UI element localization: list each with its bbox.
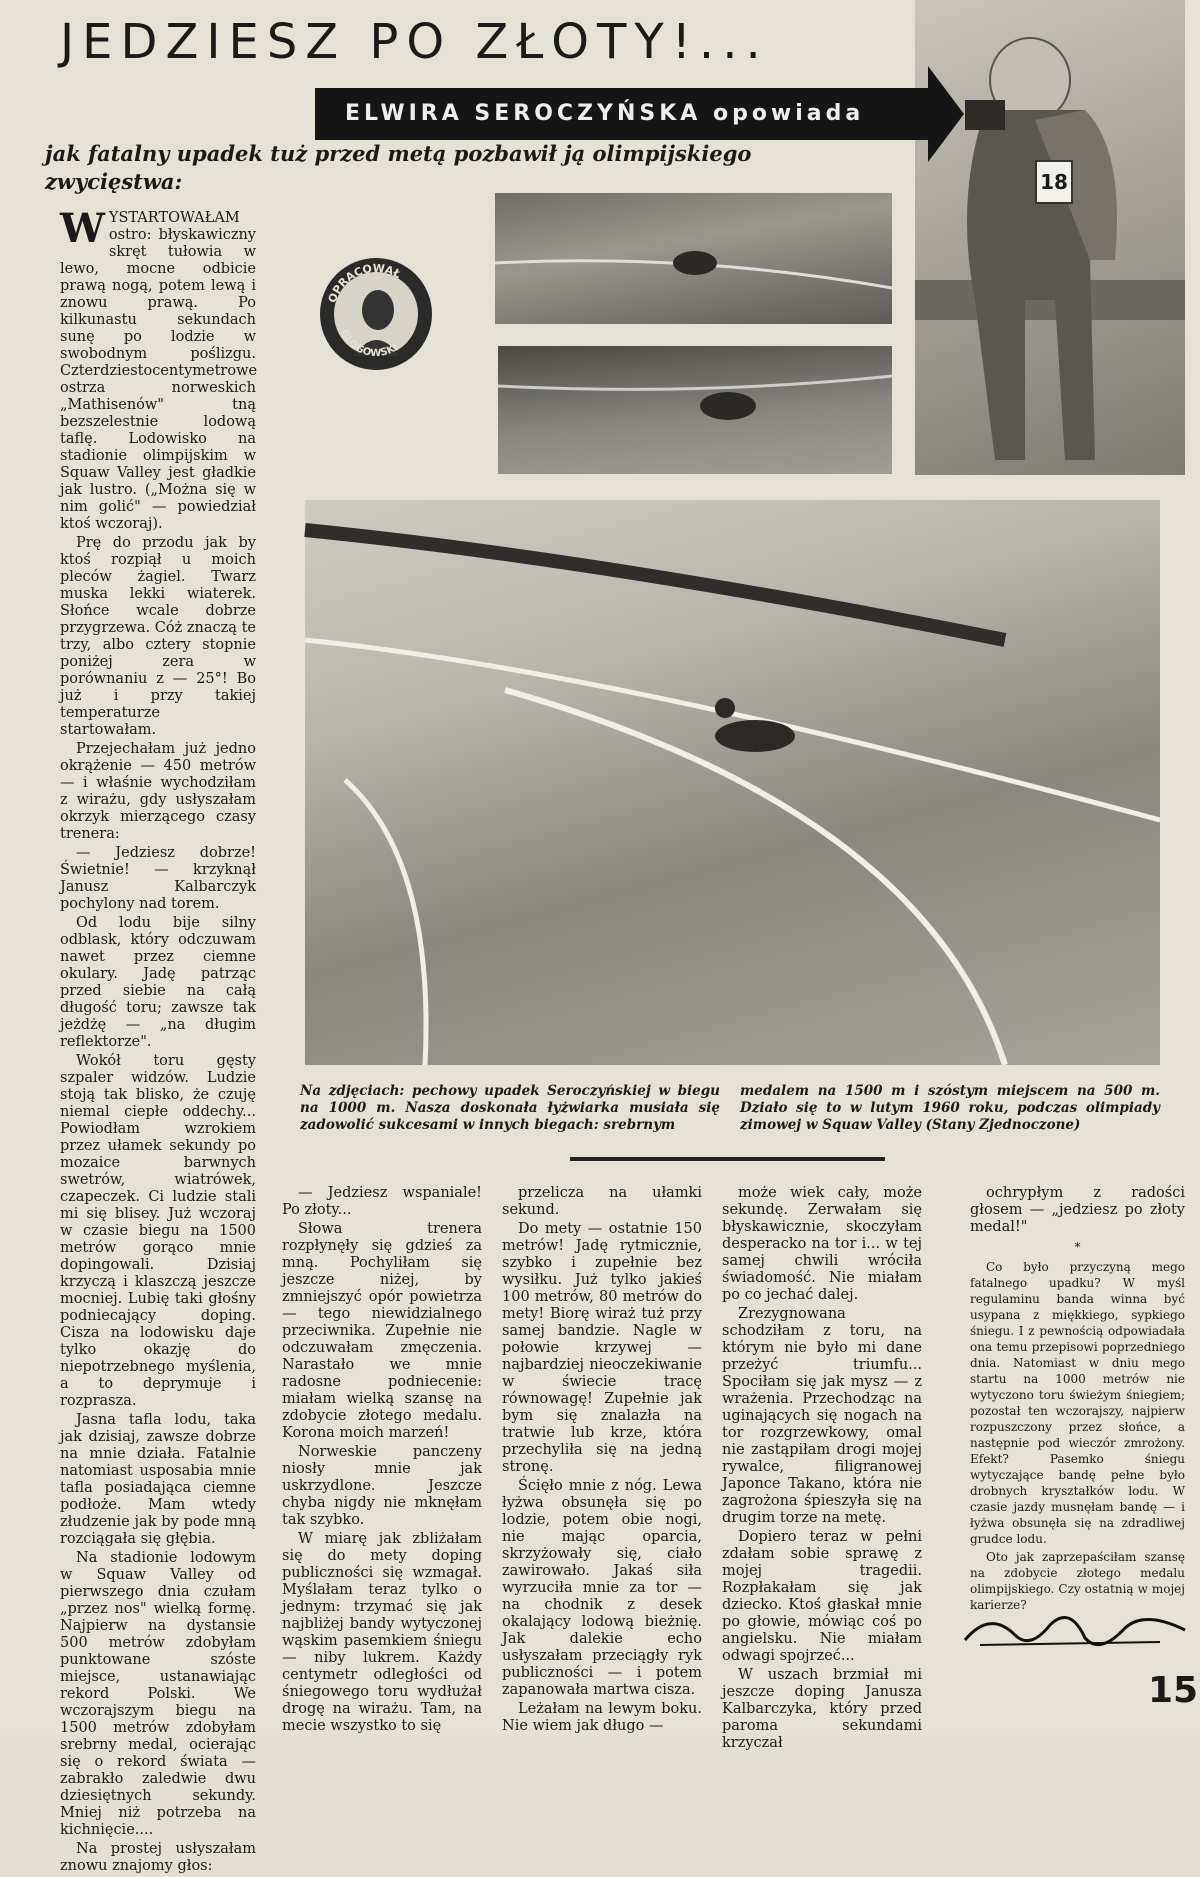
fall-photo-2 — [498, 346, 892, 474]
col2-paragraph-2: Słowa trenera rozpłynęły się gdzieś za mną. Pochyliłam się jeszcze niżej, by zmniejszyć opór powietrza — tego niewidzialnego przeciwnika. Zupełnie nie odczuwałam zmęczenia. Narastało we mnie radosne podniecenie: miałam wielką szansę na zdobycie złotego medalu. Korona moich marzeń! — [282, 1221, 482, 1441]
medallion — [320, 258, 432, 370]
signature-icon — [960, 1600, 1190, 1660]
fall-photo-2-graphic — [498, 346, 892, 474]
article-column-3 — [502, 1185, 702, 1737]
headline: JEDZIESZ PO ZŁOTY!... — [60, 14, 769, 70]
article-column-1 — [60, 205, 258, 1877]
article-column-5 — [970, 1185, 1185, 1615]
col4-paragraph-2: Zrezygnowana schodziłam z toru, na którym nie było mi dane przeżyć triumfu... Spociłam się jak mysz — z wrażenia. Przechodząc na uginających się nogach na tor rozgrzewkowy, omal nie zastąpiłam drogi mojej rywalce, filigranowej Japonce Takano, która nie zagrożona śpieszyła się na drugim torze na metę. — [722, 1306, 922, 1526]
col1-paragraph-3: Przejechałam już jedno okrążenie — 450 metrów — i właśnie wychodziłam z wirażu, gdy usłyszałam okrzyk mierzącego czasy trenera: — [60, 741, 256, 842]
col2-paragraph-3: Norweskie panczeny niosły mnie jak uskrzydlone. Jeszcze chyba nigdy nie mknęłam tak szybko. — [282, 1444, 482, 1528]
section-rule — [570, 1157, 885, 1161]
photo-caption-left: Na zdjęciach: pechowy upadek Seroczyńskiej w biegu na 1000 m. Nasza doskonała łyżwiarka musiała się zadowolić sukcesami w innych biegach: srebrnym — [300, 1083, 720, 1133]
col4-paragraph-4: W uszach brzmiał mi jeszcze doping Janusza Kalbarczyka, który przed paroma sekundami krzyczał — [722, 1667, 922, 1751]
col1-paragraph-5: Od lodu bije silny odblask, który odczuwam nawet przez ciemne okulary. Jadę patrząc przed siebie na całą długość toru; zawsze tak jeżdżę — „na długim reflektorze". — [60, 915, 256, 1050]
banner-arrow-icon — [928, 66, 964, 162]
article-column-4 — [722, 1185, 922, 1754]
col5-paragraph-2: Co było przyczyną mego fatalnego upadku? W myśl regulaminu banda winna być usypana z miękkiego, sypkiego śniegu. I z pewnością odpowiadała ona temu przepisowi poprzedniego dnia. Natomiast w dniu mego startu na 1000 metrów nie wytyczono toru świeżym śniegiem; pozostał ten wczorajszy, najpierw rozpuszczony przez słońce, a następnie pod wieczór zmrożony. Efekt? Pasemko śniegu wytyczające bandę pełne było drobnych kryształków lodu. W czasie jazdy musnęłam bandę — i łyżwa obsunęła się na zdradliwej grudce lodu. — [970, 1260, 1185, 1546]
col2-paragraph-1: — Jedziesz wspaniale! Po złoty... — [282, 1185, 482, 1218]
col1-paragraph-2: Prę do przodu jak by ktoś rozpiął u moich pleców żagiel. Twarz muska lekki wiaterek. Słońce wcale dobrze przygrzewa. Cóż znaczą te trzy, albo cztery stopnie poniżej zera w porównaniu z — 25°! Bo już i przy takiej temperaturze startowałam. — [60, 535, 256, 738]
col1-paragraph-7: Jasna tafla lodu, taka jak dzisiaj, zawsze dobrze na mnie działa. Fatalnie natomiast usposabia mnie tafla posiadająca ciemne podłoże. Mam wtedy złudzenie jak by pode mną rozciągała się głębia. — [60, 1412, 256, 1547]
medallion-top-text: OPRACOWAŁ — [325, 261, 404, 305]
dropcap: W — [60, 205, 105, 252]
col1-paragraph-8: Na stadionie lodowym w Squaw Valley od pierwszego dnia czułam „przez nos" wielką formę. Najpierw na dystansie 500 metrów zdobyłam punktowane szóste miejsce, ustanawiając rekord Polski. We wczorajszym biegu na 1500 metrów zdobyłam srebrny medal, ocierając się o rekord świata — zabrakło zaledwie dwu dziesiętnych sekundy. Mniej niż potrzeba na kichnięcie.... — [60, 1550, 256, 1838]
svg-text:GŁOGOWSKI — [338, 328, 400, 359]
medallion-bottom-text: GŁOGOWSKI — [337, 328, 401, 360]
author-banner: ELWIRA SEROCZYŃSKA opowiada — [315, 88, 930, 140]
col3-paragraph-2: Do mety — ostatnie 150 metrów! Jadę rytmicznie, szybko i zupełnie bez wysiłku. Już tylko jakieś 100 metrów, 80 metrów do mety! Biorę wiraż tuż przy samej bandzie. Nagle w połowie krzywej — najbardziej nieoczekiwanie w świecie tracę równowagę! Zupełnie jak bym się znalazła na tratwie lub krze, która przechyliła się na jedną stronę. — [502, 1221, 702, 1475]
col1-paragraph-6: Wokół toru gęsty szpaler widzów. Ludzie stoją tak blisko, że czuję niemal ciepłe oddechy... Powiodłam wzrokiem przez ułamek sekundy po mozaice barwnych swetrów, wiatrówek, czapeczek. Ci ludzie stali mi się blisey. Już wczoraj w czasie biegu na 1500 metrów gorąco mnie dopingowali. Dzisiaj krzyczą i klaszczą jeszcze mocniej. Lubię taki głośny podniecający doping. Cisza na lodowisku daje tylko okazję do niepotrzebnego myślenia, a to deprymuje i rozprasza. — [60, 1053, 256, 1409]
subheadline: jak fatalny upadek tuż przed metą pozbawił ją olimpijskiego zwycięstwa: — [45, 141, 752, 194]
col3-paragraph-4: Leżałam na lewym boku. Nie wiem jak długo — — [502, 1701, 702, 1734]
main-fall-photo — [305, 500, 1160, 1065]
main-fall-photo-graphic — [305, 500, 1160, 1065]
fall-photo-1-graphic — [495, 193, 892, 324]
svg-text:OPRACOWAŁ — [326, 262, 403, 305]
col3-paragraph-3: Ścięło mnie z nóg. Lewa łyżwa obsunęła się po lodzie, potem obie nogi, nie mając oparcia, skrzyżowały się, ciało zawirowało. Jakaś siła wyrzuciła mnie za tor — na chodnik z desek okalający lodową bieżnię. Jak dalekie echo usłyszałam przeciągły ryk publiczności — i potem zapanowała martwa cisza. — [502, 1478, 702, 1698]
col1-paragraph-1: YSTARTOWAŁAM ostro: błyskawiczny skręt tułowia w lewo, mocne odbicie prawą nogą, potem lewą i znowu prawą. Po kilkunastu sekundach sunę po lodzie w swobodnym poślizgu. Czterdziestocentymetrowe ostrza norweskich „Mathisenów" tną bezszelestnie lodową taflę. Lodowisko na stadionie olimpijskim w Squaw Valley jest gładkie jak lustro. („Można się w nim golić" — powiedział ktoś wczoraj). — [60, 210, 258, 532]
col1-paragraph-4: — Jedziesz dobrze! Świetnie! — krzyknął Janusz Kalbarczyk pochylony nad torem. — [60, 845, 256, 912]
bib-number: 18 — [1035, 160, 1073, 204]
col3-paragraph-1: przelicza na ułamki sekund. — [502, 1185, 702, 1218]
medallion-lettering — [320, 258, 432, 370]
article-column-2 — [282, 1185, 482, 1737]
col5-paragraph-3: Oto jak zaprzepaściłam szansę na zdobycie złotego medalu olimpijskiego. Czy ostatnią w mojej karierze? — [970, 1550, 1185, 1612]
page-number: 15 — [1148, 1670, 1199, 1711]
photo-caption-right: medalem na 1500 m i szóstym miejscem na 500 m. Działo się to w lutym 1960 roku, podczas olimpiady zimowej w Squaw Valley (Stany Zjednoczone) — [740, 1083, 1160, 1133]
section-star: * — [1074, 1240, 1081, 1254]
fall-photo-1 — [495, 193, 892, 324]
col4-paragraph-3: Dopiero teraz w pełni zdałam sobie sprawę z mojej tragedii. Rozpłakałam się jak dziecko. Ktoś głaskał mnie po głowie, mówiąc coś po angielsku. Nie miałam odwagi spojrzeć... — [722, 1529, 922, 1664]
col4-paragraph-1: może wiek cały, może sekundę. Zerwałam się błyskawicznie, skoczyłam desperacko na tor i... w tej samej chwili wróciła świadomość. Nie miałam po co jechać dalej. — [722, 1185, 922, 1303]
col5-paragraph-1: ochrypłym z radości głosem — „jedziesz po złoty medal!" — [970, 1185, 1185, 1235]
col2-paragraph-4: W miarę jak zbliżałam się do mety doping publiczności się wzmagał. Myślałam teraz tylko o jednym: trzymać się jak najbliżej bandy wytyczonej wąskim pasemkiem śniegu — niby lukrem. Każdy centymetr odległości od śniegowego toru wydłużał drogę na wirażu. Tam, na mecie wszystko to się — [282, 1531, 482, 1734]
col1-paragraph-9: Na prostej usłyszałam znowu znajomy głos: — [60, 1841, 256, 1874]
